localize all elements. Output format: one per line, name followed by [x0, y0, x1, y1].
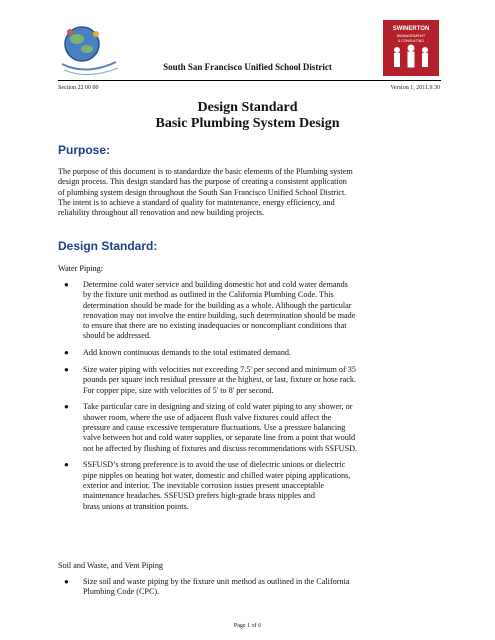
bullet-icon: ●	[64, 460, 69, 470]
version-label: Version 1, 2011.9.30	[390, 85, 440, 91]
bullet-line: brass unions at transition points.	[83, 501, 189, 511]
list-item	[58, 577, 442, 598]
bullet-line: Size water piping with velocities not exceeding 7.5' per second and minimum of 35	[83, 365, 356, 375]
bullet-line: Size soil and waste piping by the fixture unit method as outlined in the California	[83, 577, 350, 586]
purpose-line: The purpose of this document is to standardize the basic elements of the Plumbing system	[58, 167, 353, 176]
bullet-line: Determine cold water service and building domestic hot and cold water demands	[83, 280, 348, 289]
purpose-paragraph	[58, 167, 442, 218]
bullet-line: Plumbing Code (CPC).	[83, 587, 160, 597]
bullet-icon: ●	[64, 365, 69, 375]
purpose-line: The intent is to achieve a standard of quality for maintenance, energy efficiency, and	[58, 197, 335, 207]
list-item	[58, 460, 442, 511]
bullet-icon: ●	[64, 280, 69, 289]
bullet-icon: ●	[64, 348, 69, 358]
soil-waste-list	[58, 577, 442, 604]
bullet-line: exterior and interior. The inevitable corrosion issues present unacceptable	[83, 481, 325, 491]
section-number: Section 22 00 00	[58, 85, 99, 91]
bullet-line: should be addressed.	[83, 331, 151, 341]
district-name: South San Francisco Unified School District	[163, 62, 332, 72]
bullet-line: by the fixture unit method as outlined in the California Plumbing Code. This	[83, 290, 334, 300]
logo-text-swinerton: SWINERTON	[392, 26, 430, 32]
purpose-line: reliability throughout all renovation and new building projects.	[58, 208, 265, 218]
bullet-line: pounds per square inch residual pressure at the highest, or last, fixture or hose rack.	[83, 375, 357, 385]
list-item	[58, 280, 442, 342]
title-line-1: Design Standard	[197, 100, 298, 115]
bullet-line: Add known continuous demands to the total estimated demand.	[83, 348, 292, 358]
purpose-line: of plumbing system design throughout the South San Francisco Unified School District.	[58, 187, 347, 197]
bullet-line: maintenance headaches. SSFUSD prefers high-grade brass nipples and	[83, 491, 315, 501]
bullet-icon: ●	[64, 577, 69, 586]
purpose-line: design process. This design standard has the purpose of creating a consistent application	[58, 177, 347, 187]
list-item	[58, 348, 442, 358]
bullet-line: pressure and cause excessive temperature fluctuations. Use a pressure balancing	[83, 423, 346, 433]
design-standard-heading: Design Standard:	[58, 239, 158, 253]
district-logo-icon	[56, 20, 124, 82]
bullet-line: For copper pipe, size with velocities of 5' to 8' per second.	[83, 385, 274, 395]
soil-waste-label: Soil and Waste, and Vent Piping	[58, 561, 164, 570]
list-item	[58, 365, 442, 396]
logo-text-management: MANAGEMENT	[396, 33, 426, 38]
logo-text-consulting: & CONSULTING	[398, 39, 424, 43]
header-rule	[58, 80, 441, 81]
title-line-2: Basic Plumbing System Design	[155, 116, 340, 131]
bullet-line: determination should be made for the building as a whole. Although the particular	[83, 300, 352, 310]
page-number: Page 1 of 6	[233, 623, 262, 629]
bullet-line: to ensure that there are no existing inadequacies or noncompliant conditions that	[83, 321, 347, 331]
bullet-line: pipe nipples on heating hot water, domestic and chilled water piping applications,	[83, 470, 351, 480]
water-piping-list	[58, 280, 442, 518]
bullet-line: not be affected by flushing of fixtures and discuss recommendations with SSFUSD.	[83, 443, 358, 453]
bullet-line: valve between hot and cold water supplies, or separate line from a point that would	[83, 433, 356, 443]
bullet-line: shower room, where the use of adjacent flush valve fixtures could affect the	[83, 412, 332, 422]
list-item	[58, 402, 442, 453]
bullet-line: renovation may not involve the entire building, such determination should be made	[83, 310, 356, 320]
purpose-heading: Purpose:	[58, 143, 111, 157]
water-piping-label: Water Piping:	[58, 264, 104, 273]
bullet-line: SSFUSD’s strong preference is to avoid the use of dielectric unions or dielectric	[83, 460, 346, 470]
bullet-icon: ●	[64, 402, 69, 412]
bullet-line: Take particular care in designing and sizing of cold water piping to any shower, or	[83, 402, 353, 412]
